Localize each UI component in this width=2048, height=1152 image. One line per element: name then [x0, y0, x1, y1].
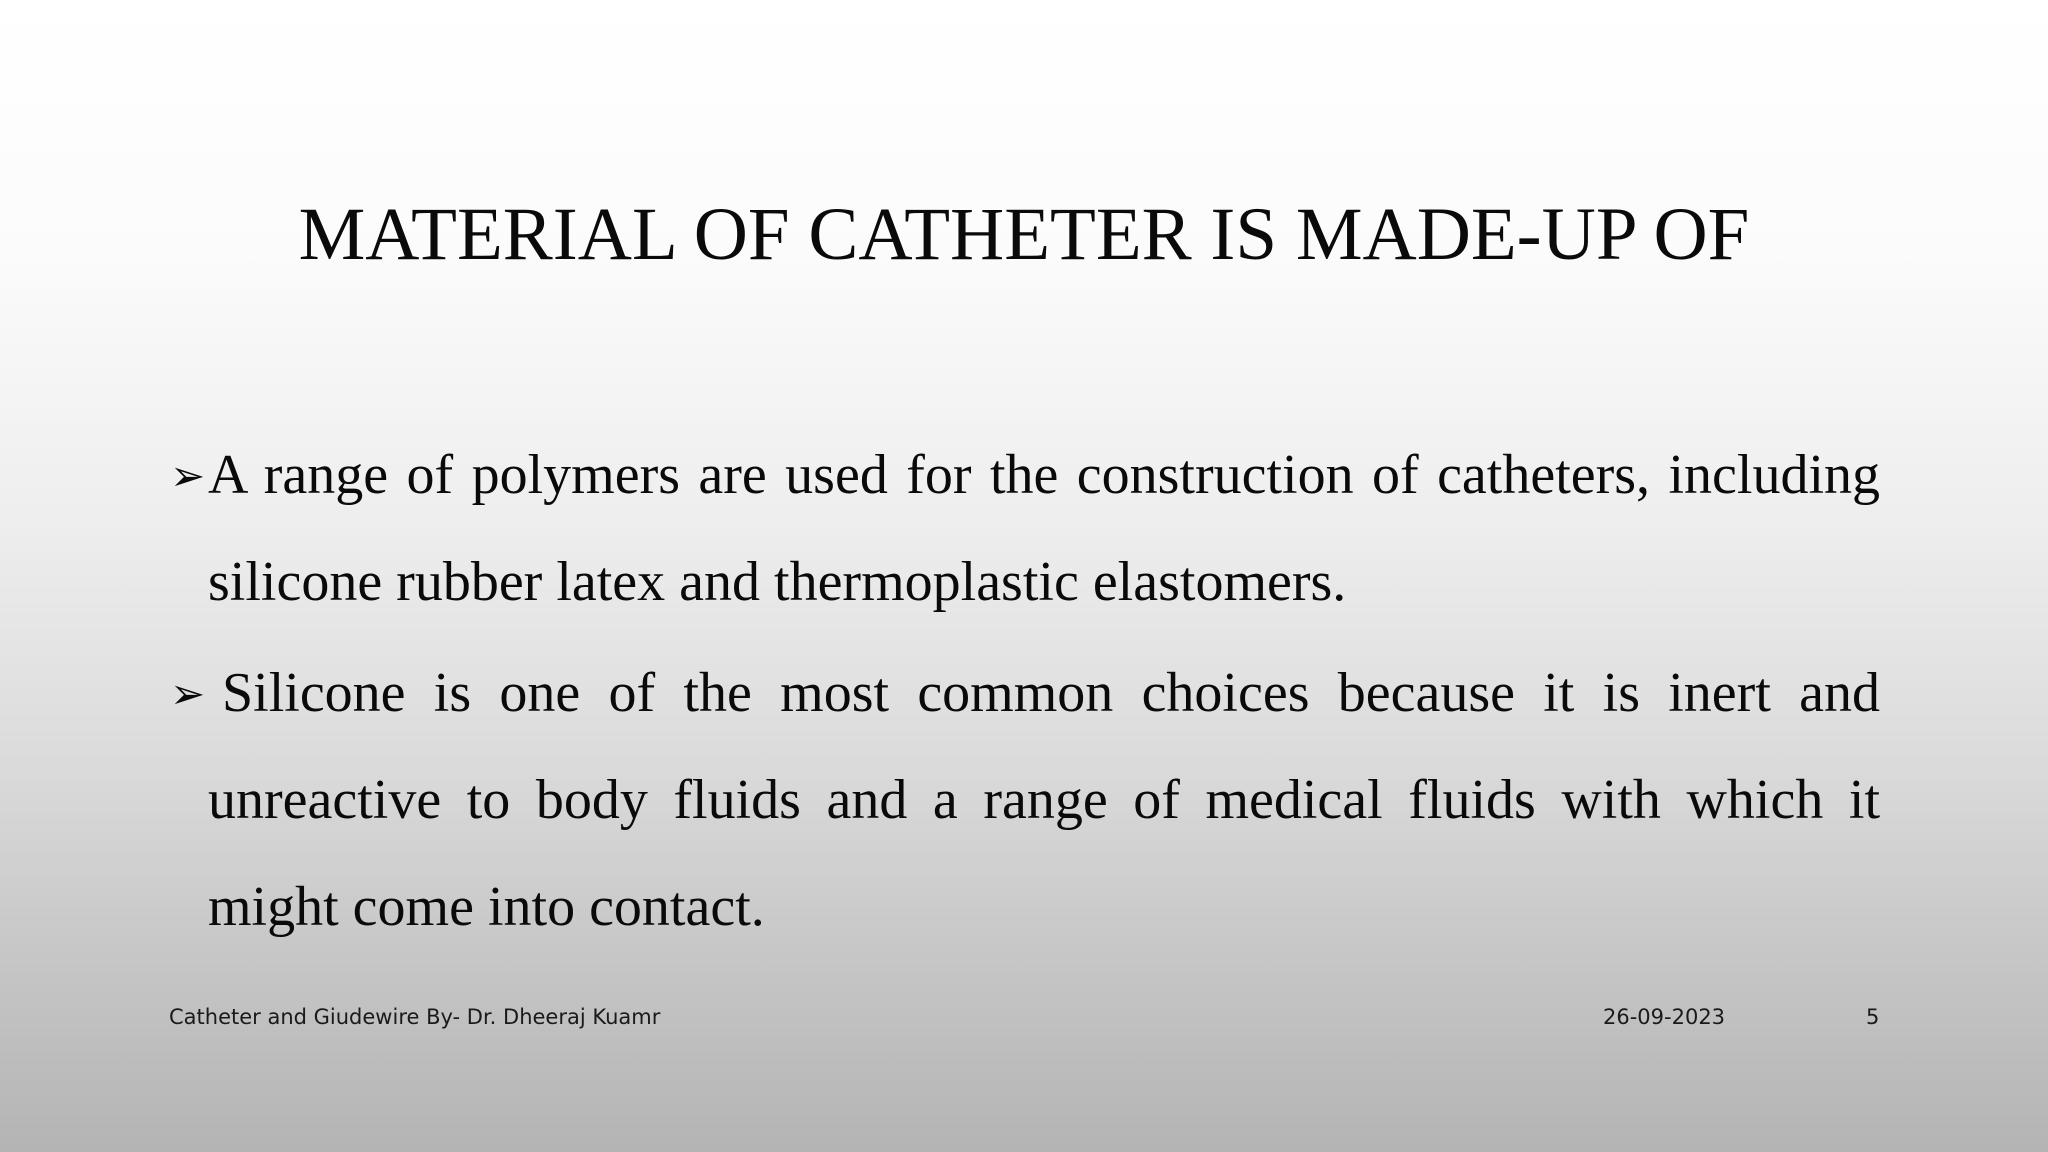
bullet-item [170, 422, 1880, 636]
slide-body [170, 422, 1880, 965]
footer-text: Catheter and Giudewire By- Dr. Dheeraj Kuamr [169, 1005, 661, 1029]
bullet-text: Silicone is one of the most common choices because it is inert and unreactive to body fluids and a range of medical fluids with which it might come into contact. [208, 662, 1880, 938]
arrow-bullet-icon: ➢ [170, 451, 206, 500]
bullet-text: A range of polymers are used for the construction of catheters, including silicone rubber latex and thermoplastic elastomers. [208, 444, 1880, 613]
arrow-bullet-icon: ➢ [170, 669, 206, 718]
slide-number: 5 [1866, 1005, 1880, 1029]
slide-title: MATERIAL OF CATHETER IS MADE-UP OF [298, 193, 1750, 276]
footer-date: 26-09-2023 [1603, 1005, 1726, 1029]
bullet-item [170, 640, 1880, 961]
